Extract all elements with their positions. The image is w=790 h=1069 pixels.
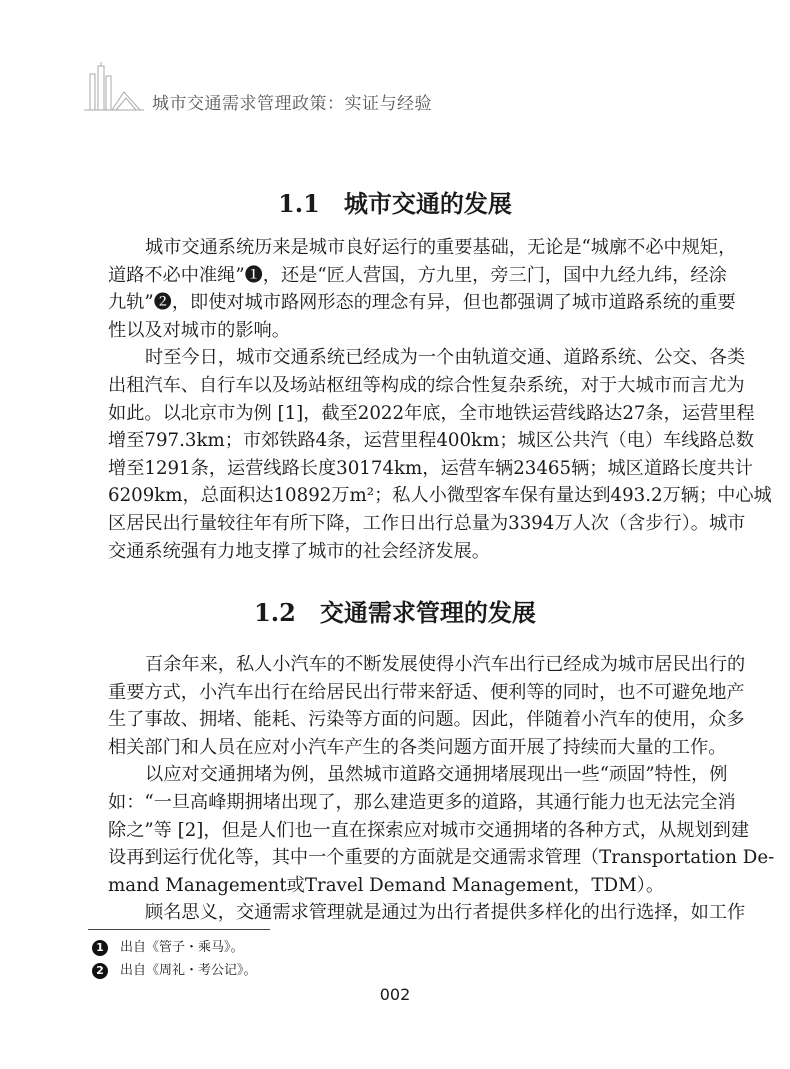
text-line: 百余年来，私人小汽车的不断发展使得小汽车出行已经成为城市居民出行的 xyxy=(145,654,746,675)
text-line: 区居民出行量较往年有所下降，工作日出行总量为3394万人次（含步行）。城市 xyxy=(108,512,746,534)
footnote-2 xyxy=(92,959,257,979)
text-line: 交通系统强有力地支撑了城市的社会经济发展。 xyxy=(108,540,490,562)
text-line: 九轨”❷，即使对城市路网形态的理念有异，但也都强调了城市道路系统的重要 xyxy=(108,292,736,314)
footnote-divider xyxy=(88,929,270,930)
paragraph xyxy=(108,651,746,761)
text-line: 以应对交通拥堵为例，虽然城市道路交通拥堵展现出一些“顽固”特性，例 xyxy=(145,764,728,786)
text-line: 相关部门和人员在应对小汽车产生的各类问题方面开展了持续而大量的工作。 xyxy=(108,736,727,758)
text-line: 性以及对城市的影响。 xyxy=(108,319,290,341)
footnote-marker: 1 xyxy=(92,940,108,956)
footnote-text: 出自《管子・乘马》。 xyxy=(120,940,244,955)
text-line: 顾名思义，交通需求管理就是通过为出行者提供多样化的出行选择，如工作 xyxy=(145,902,746,924)
section-heading-1-2: 1.2 交通需求管理的发展 xyxy=(254,598,536,627)
running-title: 城市交通需求管理政策：实证与经验 xyxy=(152,94,432,114)
paragraph xyxy=(108,761,775,899)
section-1-2-body xyxy=(108,651,775,927)
paragraph xyxy=(108,899,746,927)
text-line: 城市交通系统历来是城市良好运行的重要基础，无论是“城廓不必中规矩， xyxy=(145,237,737,258)
text-line: 除之”等 [2]，但是人们也一直在探索应对城市交通拥堵的各种方式，从规划到建 xyxy=(108,819,750,841)
paragraph xyxy=(108,234,737,344)
section-heading-1-1: 1.1 城市交通的发展 xyxy=(278,189,512,218)
page-number: 002 xyxy=(379,985,411,1004)
text-line: 重要方式，小汽车出行在给居民出行带来舒适、便利等的同时，也不可避免地产 xyxy=(108,681,745,703)
text-line: 道路不必中准绳”❶，还是“匠人营国，方九里，旁三门，国中九经九纬，经涂 xyxy=(108,264,727,286)
text-line: 增至1291条，运营线路长度30174km，运营车辆23465辆；城区道路长度共计 xyxy=(108,457,753,479)
text-line: 生了事故、拥堵、能耗、污染等方面的问题。因此，伴随着小汽车的使用，众多 xyxy=(108,709,745,731)
text-line: 如此。以北京市为例 [1]，截至2022年底，全市地铁运营线路达27条，运营里程 xyxy=(108,402,755,424)
footnote-text: 出自《周礼・考公记》。 xyxy=(120,963,257,978)
city-skyline-icon xyxy=(84,62,144,112)
footnote-marker: 2 xyxy=(92,963,108,979)
text-line: 6209km，总面积达10892万m²；私人小微型客车保有量达到493.2万辆；中心城 xyxy=(108,485,772,507)
paragraph xyxy=(108,344,772,565)
section-1-1-body xyxy=(108,234,772,565)
text-line: 增至797.3km；市郊铁路4条，运营里程400km；城区公共汽（电）车线路总数 xyxy=(108,430,754,452)
text-line: 时至今日，城市交通系统已经成为一个由轨道交通、道路系统、公交、各类 xyxy=(145,347,746,369)
text-line: 出租汽车、自行车以及场站枢纽等构成的综合性复杂系统，对于大城市而言尤为 xyxy=(108,374,745,396)
text-line: 设再到运行优化等，其中一个重要的方面就是交通需求管理（Transportation De- xyxy=(108,847,775,869)
footnote-1 xyxy=(92,936,244,956)
text-line: mand Management或Travel Demand Management，TDM）。 xyxy=(108,874,665,896)
text-line: 如：“一旦高峰期拥堵出现了，那么建造更多的道路，其通行能力也无法完全消 xyxy=(108,791,736,813)
